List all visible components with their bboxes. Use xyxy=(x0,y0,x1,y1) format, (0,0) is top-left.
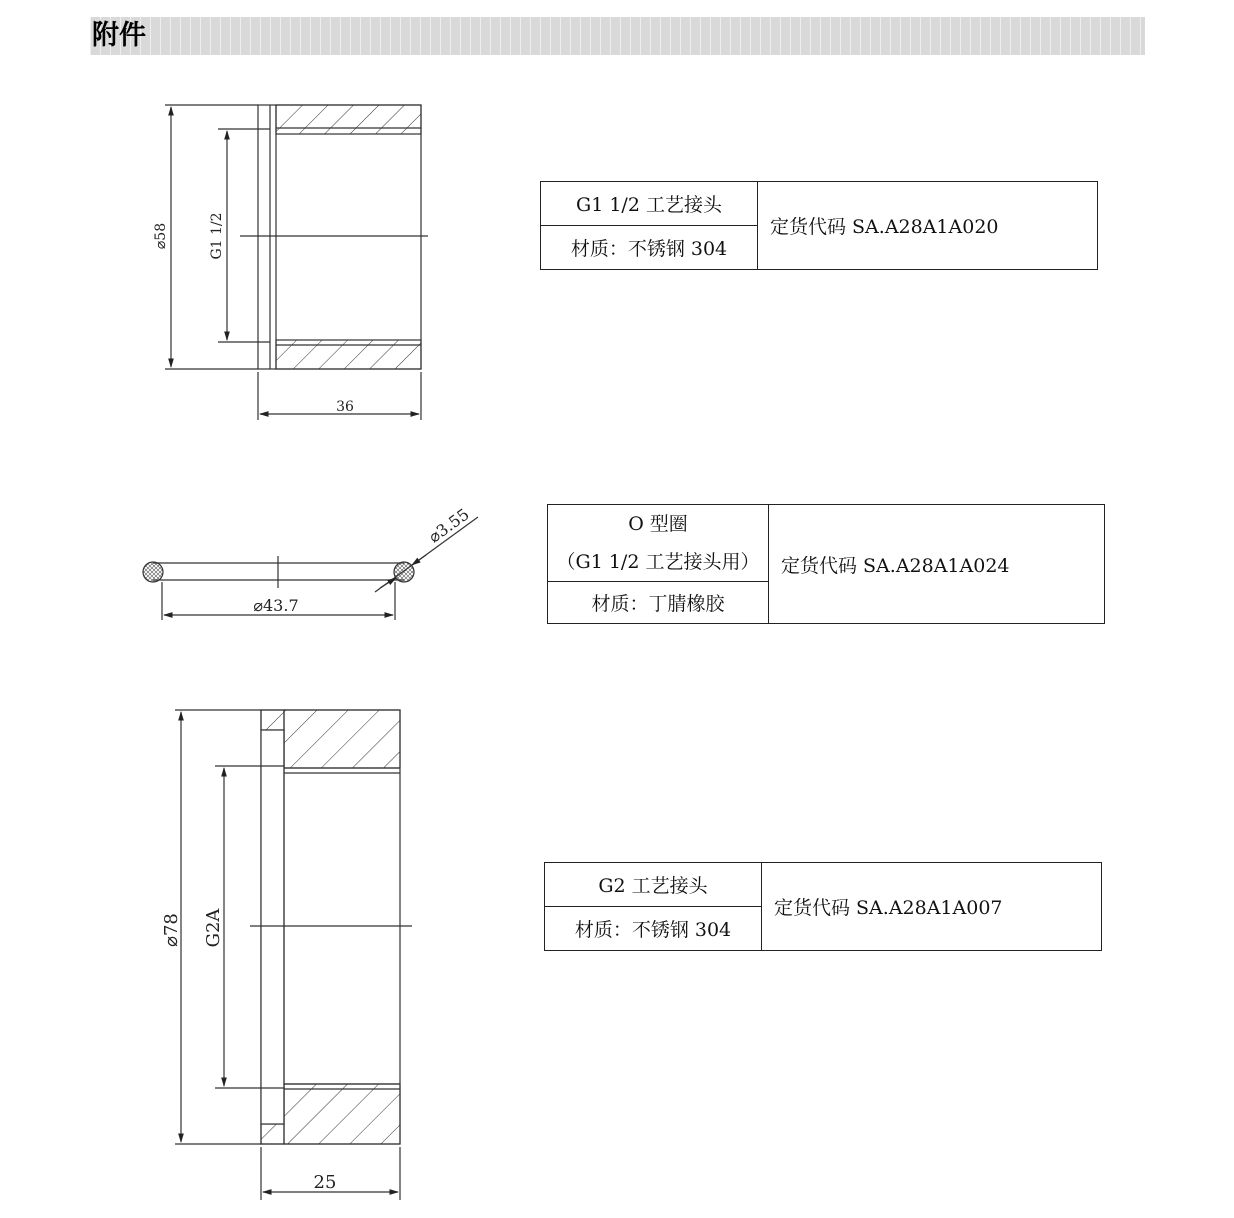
g2-thread-size-label: G2A xyxy=(203,908,224,948)
g2-length-label: 25 xyxy=(313,1172,337,1193)
spec-table-oring xyxy=(547,504,1105,624)
length-label: 36 xyxy=(336,399,354,415)
material-cell: 材质：不锈钢 304 xyxy=(545,907,762,951)
part-name-cell: G2 工艺接头 xyxy=(545,863,762,907)
g2-outer-diameter-label: ⌀78 xyxy=(161,913,182,947)
oring-inner-label: ⌀43.7 xyxy=(253,596,299,615)
outer-diameter-label: ⌀58 xyxy=(153,222,169,250)
spec-table-g1-half xyxy=(540,181,1098,270)
connector-body-outline xyxy=(258,105,421,369)
material-cell: 材质：丁腈橡胶 xyxy=(548,582,769,624)
order-code-cell: 定货代码 SA.A28A1A007 xyxy=(762,863,1102,951)
oring-section-label: ⌀3.55 xyxy=(424,504,473,547)
part-name-cell xyxy=(548,505,769,582)
oring-section-left xyxy=(143,562,163,582)
part-name-line1: O 型圈 xyxy=(628,513,688,535)
oring-section-right xyxy=(394,562,414,582)
order-code-cell: 定货代码 SA.A28A1A024 xyxy=(769,505,1105,624)
order-code-cell: 定货代码 SA.A28A1A020 xyxy=(758,182,1098,270)
material-cell: 材质：不锈钢 304 xyxy=(541,226,758,270)
g2-lower-wall-hatch xyxy=(284,1084,400,1144)
part-name-line2: （G1 1/2 工艺接头用） xyxy=(556,551,760,573)
section-title: 附件 xyxy=(92,20,146,51)
part-name-cell: G1 1/2 工艺接头 xyxy=(541,182,758,226)
g2-upper-wall-hatch xyxy=(284,710,400,768)
thread-size-label: G1 1/2 xyxy=(209,212,225,260)
spec-table-g2 xyxy=(544,862,1102,951)
lower-wall-hatch xyxy=(276,340,421,369)
upper-wall-hatch xyxy=(276,105,421,134)
